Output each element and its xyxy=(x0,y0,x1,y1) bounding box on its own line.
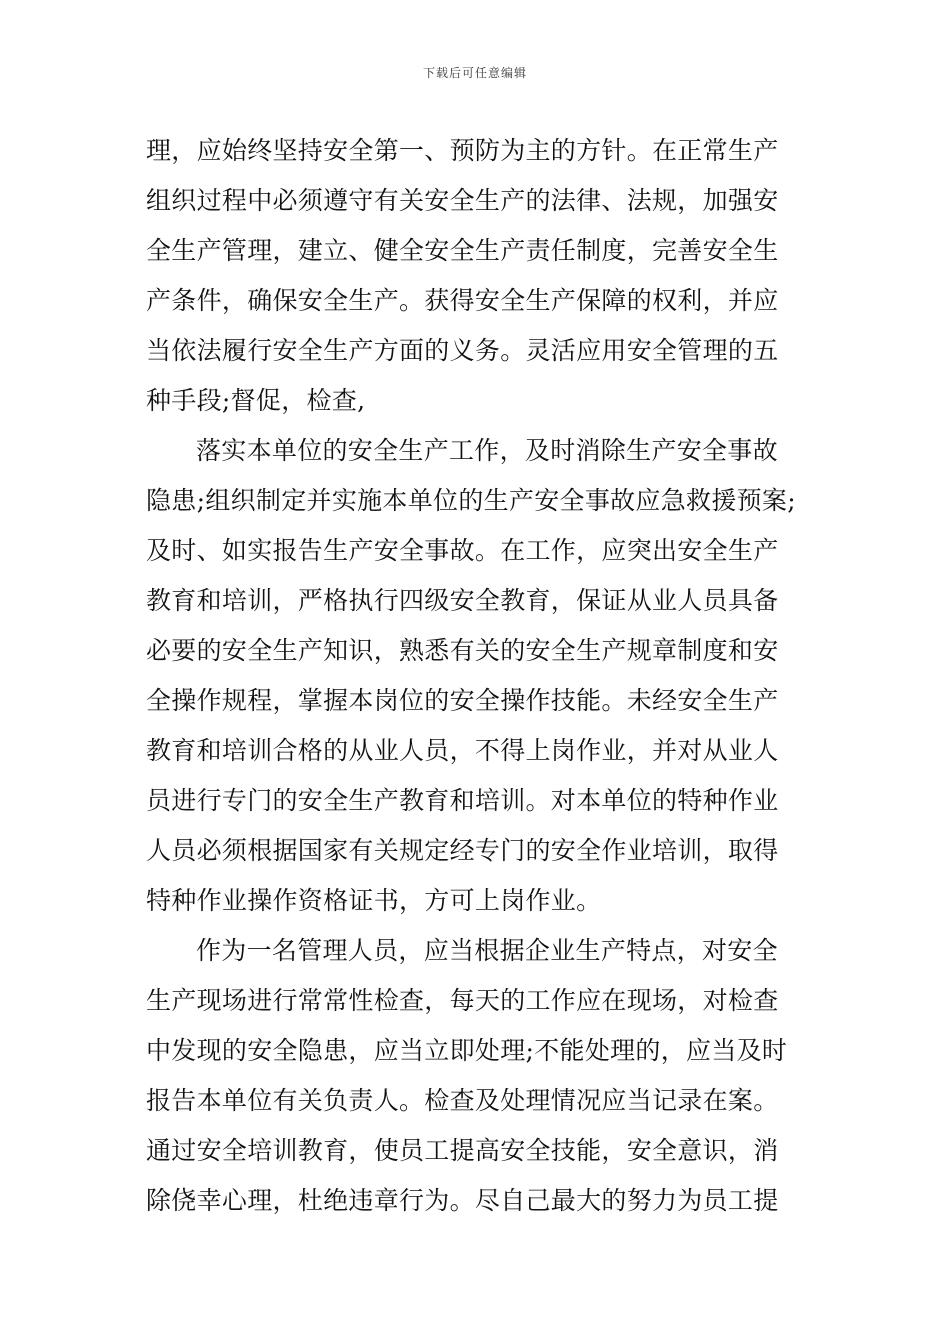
text-line: 落实本单位的安全生产工作，及时消除生产安全事故 xyxy=(196,436,778,465)
text-line: 作为一名管理人员，应当根据企业生产特点，对安全 xyxy=(196,936,778,965)
paragraph-3 xyxy=(146,926,822,1226)
text-line: 通过安全培训教育，使员工提高安全技能，安全意识，消 xyxy=(146,1136,779,1165)
text-line: 必要的安全生产知识，熟悉有关的安全生产规章制度和安 xyxy=(146,636,779,665)
paragraph-2 xyxy=(146,426,822,926)
text-line: 全生产管理，建立、健全安全生产责任制度，完善安全生 xyxy=(146,236,779,265)
text-line: 全操作规程，掌握本岗位的安全操作技能。未经安全生产 xyxy=(146,686,779,715)
text-line: 及时、如实报告生产安全事故。在工作，应突出安全生产 xyxy=(146,536,779,565)
text-line: 中发现的安全隐患，应当立即处理;不能处理的，应当及时 xyxy=(146,1036,788,1065)
text-line: 种手段;督促，检查, xyxy=(146,386,366,415)
text-line: 生产现场进行常常性检查，每天的工作应在现场，对检查 xyxy=(146,986,779,1015)
text-line: 报告本单位有关负责人。检查及处理情况应当记录在案。 xyxy=(146,1086,779,1115)
text-line: 当依法履行安全生产方面的义务。灵活应用安全管理的五 xyxy=(146,336,779,365)
document-body xyxy=(146,126,822,1226)
text-line: 人员必须根据国家有关规定经专门的安全作业培训，取得 xyxy=(146,836,779,865)
paragraph-1 xyxy=(146,126,822,426)
text-line: 员进行专门的安全生产教育和培训。对本单位的特种作业 xyxy=(146,786,779,815)
text-line: 组织过程中必须遵守有关安全生产的法律、法规，加强安 xyxy=(146,186,779,215)
text-line: 教育和培训合格的从业人员，不得上岗作业，并对从业人 xyxy=(146,736,779,765)
text-line: 隐患;组织制定并实施本单位的生产安全事故应急救援预案; xyxy=(146,486,796,515)
text-line: 教育和培训，严格执行四级安全教育，保证从业人员具备 xyxy=(146,586,779,615)
text-line: 除侥幸心理，杜绝违章行为。尽自己最大的努力为员工提 xyxy=(146,1186,779,1215)
text-line: 特种作业操作资格证书，方可上岗作业。 xyxy=(146,886,602,915)
page-header: 下载后可任意编辑 xyxy=(422,66,527,80)
text-line: 理，应始终坚持安全第一、预防为主的方针。在正常生产 xyxy=(146,136,779,165)
text-line: 产条件，确保安全生产。获得安全生产保障的权利，并应 xyxy=(146,286,779,315)
